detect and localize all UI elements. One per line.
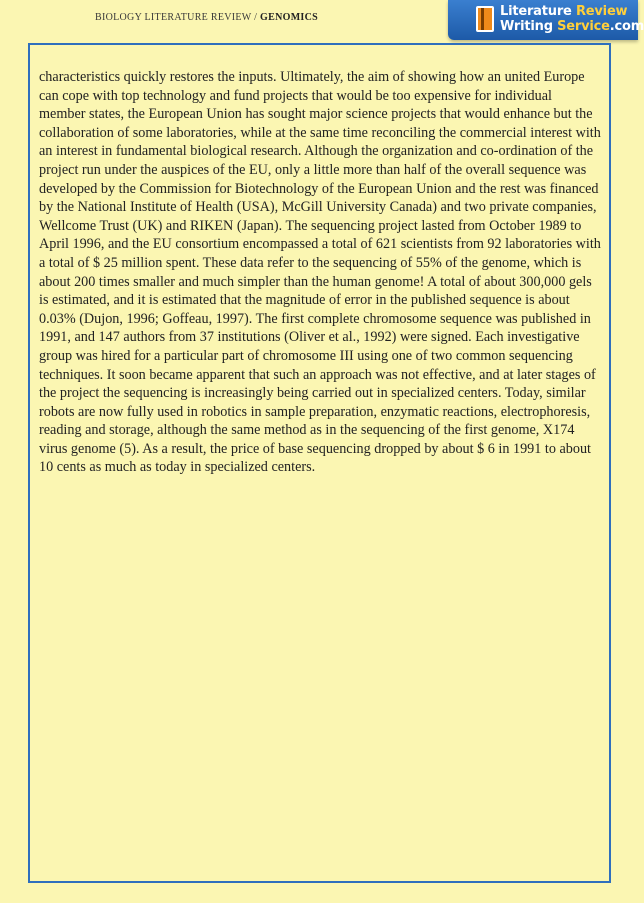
section-name: GENOMICS: [260, 12, 319, 23]
brand-line-1: Literature Review: [500, 4, 628, 19]
running-title: BIOLOGY LITERATURE REVIEW /: [95, 12, 261, 23]
book-icon: [476, 6, 494, 32]
brand-line-2: Writing Service.com: [500, 19, 644, 34]
body-paragraph: characteristics quickly restores the inputs. Ultimately, the aim of showing how an united Europe can cope with top technology and fund projects that would be too expensive for individual member states, the European Union has sought major science projects that would enhance but the collaboration of some laboratories, while at the same time reconciling the commercial interest with an interest in fundamental biological research. Although the organization and co-ordination of the project run under the auspices of the EU, only a little more than half of the overall sequence was developed by the Commission for Biotechnology of the European Union and the rest was financed by the National Institute of Health (USA), McGill University Canada) and two private companies, Wellcome Trust (UK) and RIKEN (Japan). The sequencing project lasted from October 1989 to April 1996, and the EU consortium encompassed a total of 621 scientists from 92 laboratories with a total of $ 25 million spent. These data refer to the sequencing of 55% of the genome, which is about 200 times smaller and much simpler than the human genome! A total of about 300,000 gels is estimated, and it is estimated that the magnitude of error in the published sequence is about 0.03% (Dujon, 1996; Goffeau, 1997). The first complete chromosome sequence was published in 1991, and 147 authors from 37 institutions (Oliver et al., 1992) were signed. Each investigative group was hired for a particular part of chromosome III using one of two common sequencing techniques. It soon became apparent that such an approach was not effective, and at later stages of the project the sequencing is increasingly being carried out in specialized centers. Today, similar robots are now fully used in robotics in sample preparation, enzymatic reactions, electrophoresis, reading and storage, although the same method as in the sequencing of the first genome, X174 virus genome (5). As a result, the price of base sequencing dropped by about $ 6 in 1991 to about 10 cents as much as today in specialized centers.: [39, 69, 601, 476]
running-header: [95, 12, 318, 23]
brand-logo[interactable]: [448, 0, 644, 40]
brand-wordmark: [500, 4, 644, 34]
